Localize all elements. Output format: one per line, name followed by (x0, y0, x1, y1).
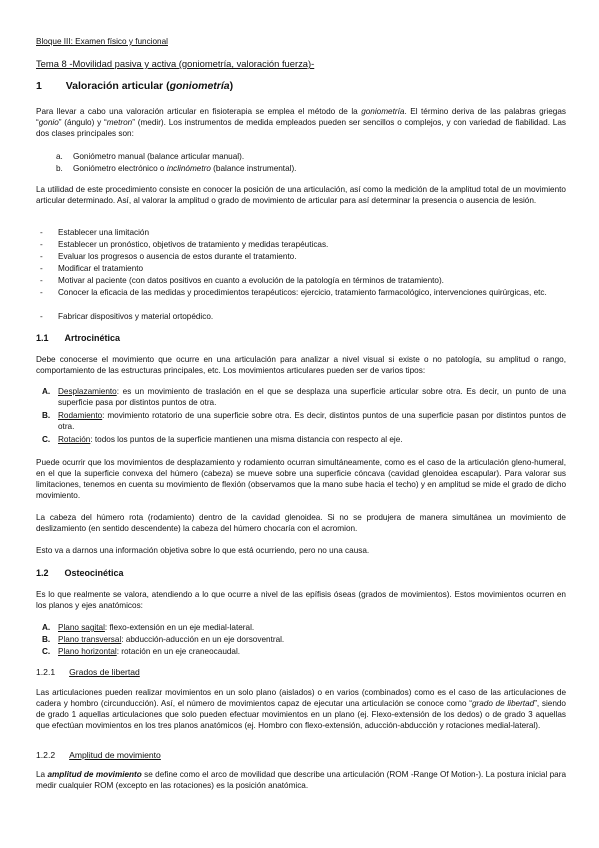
paragraph: La cabeza del húmero rota (rodamiento) dentro de la cavidad glenoidea. Si no se produjera de manera simultánea un movimiento de deslizamiento (en sentido descendente) la cabeza del húmero chocaría con el acromion. (36, 513, 566, 533)
topic-title: Tema 8 -Movilidad pasiva y activa (goniometría, valoración fuerza)- (36, 58, 315, 69)
paragraph: La amplitud de movimiento se define como el arco de movilidad que describe una articulación (ROM -Range Of Motion-). La postura inicial para medir cualquier ROM (excepto en las rotaciones) es la posición anatómica. (36, 770, 567, 790)
paragraph: La utilidad de este procedimiento consiste en conocer la posición de una articulación, así como la medición de la amplitud total de un movimiento articular determinado. Así, al valorar la amplitud o grado de movimiento de articular para así determinar la presencia o ausencia de lesión. (36, 185, 566, 205)
paragraph: Debe conocerse el movimiento que ocurre en una articulación para analizar a nivel visual si existe o no patología, su amplitud o rango, comportamiento de las estructuras principales, etc. Los movimientos articulares pueden ser de varios tipos: (36, 355, 566, 375)
paragraph: Es lo que realmente se valora, atendiendo a lo que ocurre a nivel de las epífisis óseas (grados de movimientos). Estos movimientos ocurren en los planos y ejes anatómicos: (36, 590, 566, 610)
paragraph: Las articulaciones pueden realizar movimientos en un solo plano (aislados) o en varios (combinados) como es el caso de las articulaciones de cadera y hombro (circunducción). Así, el número de movimientos capaz de ejecutar una articulación se conoce como “grado de libertad”, siendo de grado 1 aquellas articulaciones que solo pueden efectuar movimientos en un plano (ej. Flexo-extensión de los dedos) o de grado 3 aquellas que efectúan movimientos en los tres planos anatómicos (ej. Hombro con flexo-extensión, aducción-abducción y rotaciones medial-lateral). (36, 688, 566, 730)
section-number: 1 (36, 80, 42, 92)
section-1-2-2-heading: 1.2.2 Amplitud de movimiento (36, 750, 161, 760)
paragraph: Para llevar a cabo una valoración articular en fisioterapia se emplea el método de la goniometría. El término deriva de las palabras griegas “gonio” (ángulo) y “metron” (medir). Los instrumentos de medida empleados pueden ser sencillos o complejos, y con variedad de fiabilidad. Las dos clases principales son: (36, 107, 566, 138)
paragraph: Esto va a darnos una información objetiva sobre lo que está ocurriendo, pero no una causa. (36, 546, 370, 555)
paragraph: Puede ocurrir que los movimientos de desplazamiento y rodamiento ocurran simultáneamente, como es el caso de la articulación gleno-humeral, en el que la superficie convexa del húmero (cabeza) se mueve sobre una superficie cóncava (cavidad glenoidea escapular). Para valorar sus limitaciones, tenemos en cuenta su movimiento de flexión (observamos que la mano sube hacia el techo) y en amplitud se mide el grado de dicho movimiento. (36, 458, 566, 500)
section-1-2-heading: 1.2 Osteocinética (36, 568, 124, 578)
section-1-heading: 1 Valoración articular (goniometría) (36, 80, 234, 92)
section-1-2-1-heading: 1.2.1 Grados de libertad (36, 667, 140, 677)
block-title: Bloque III: Examen físico y funcional (36, 37, 168, 46)
section-1-1-heading: 1.1 Artrocinética (36, 333, 121, 343)
